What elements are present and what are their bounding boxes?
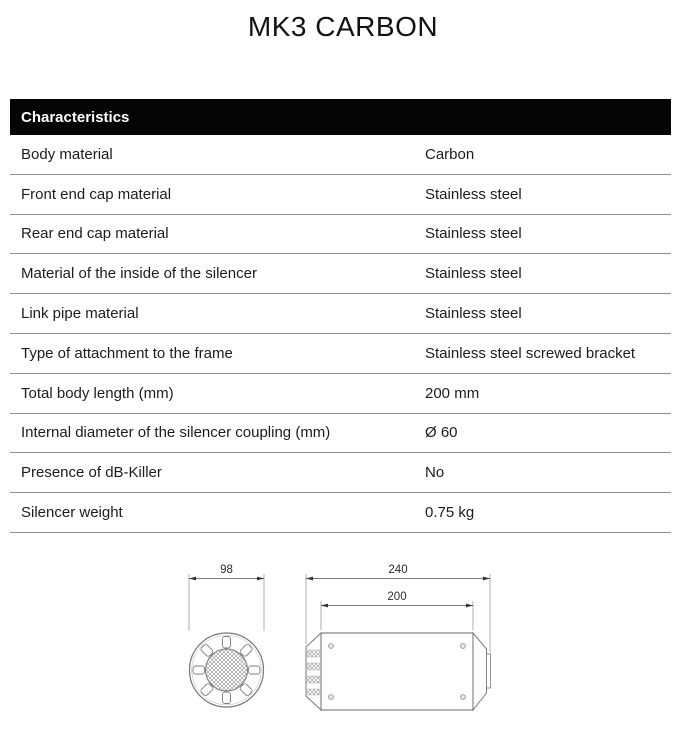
table-row (10, 175, 671, 215)
total-length-dimension-label: 240 (388, 564, 408, 576)
silencer-side-view (306, 564, 491, 710)
table-row (10, 374, 671, 414)
spec-label: Silencer weight (21, 504, 123, 522)
table-row (10, 215, 671, 255)
technical-drawing (150, 550, 540, 745)
spec-value: Stainless steel screwed bracket (425, 344, 636, 362)
spec-value: 200 mm (425, 384, 480, 402)
silencer-front-view (189, 564, 264, 707)
table-row (10, 453, 671, 493)
spec-label: Presence of dB-Killer (21, 464, 162, 482)
table-row (10, 493, 671, 533)
body-length-dimension-label: 200 (387, 591, 407, 603)
spec-label: Rear end cap material (21, 225, 169, 243)
page-title: MK3 CARBON (247, 11, 439, 42)
front-width-dimension-label: 98 (220, 564, 233, 576)
table-header: Characteristics (10, 99, 671, 135)
table-row (10, 135, 671, 175)
spec-value: Stainless steel (425, 305, 522, 323)
spec-value: Stainless steel (425, 225, 522, 243)
spec-value: Ø 60 (425, 424, 458, 442)
spec-label: Type of attachment to the frame (21, 344, 233, 362)
spec-label: Front end cap material (21, 185, 172, 203)
spec-value: 0.75 kg (425, 504, 475, 522)
spec-value: Carbon (425, 145, 475, 163)
spec-label: Link pipe material (21, 305, 139, 323)
table-row (10, 294, 671, 334)
spec-label: Internal diameter of the silencer coupling (mm) (21, 424, 331, 442)
characteristics-table (10, 99, 671, 533)
table-row (10, 334, 671, 374)
spec-value: Stainless steel (425, 185, 522, 203)
table-row (10, 414, 671, 454)
table-row (10, 254, 671, 294)
spec-value: Stainless steel (425, 265, 522, 283)
spec-label: Material of the inside of the silencer (21, 265, 257, 283)
silencer-dimension-drawing (150, 550, 540, 745)
spec-value: No (425, 464, 445, 482)
spec-label: Total body length (mm) (21, 384, 174, 402)
spec-label: Body material (21, 145, 113, 163)
